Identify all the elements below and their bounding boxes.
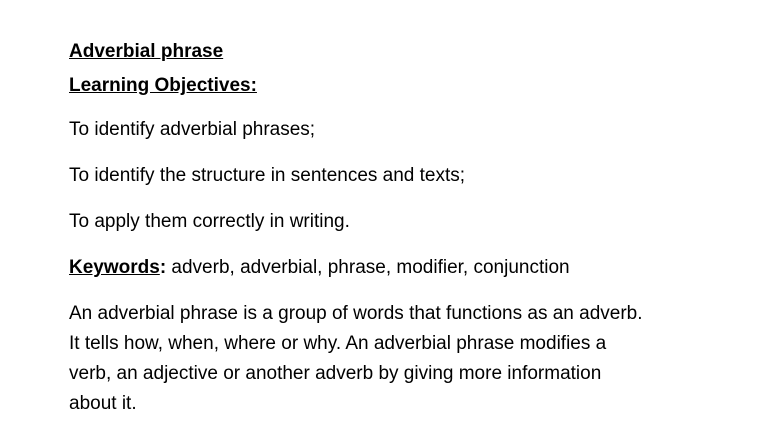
definition-line: verb, an adjective or another adverb by giving more information bbox=[69, 363, 602, 384]
document-content bbox=[69, 38, 759, 419]
keywords-colon: : bbox=[159, 257, 167, 278]
keywords-line bbox=[69, 253, 759, 283]
objective-item: To identify the structure in sentences and texts; bbox=[69, 165, 466, 186]
definition-line: about it. bbox=[69, 393, 137, 414]
objective-item: To identify adverbial phrases; bbox=[69, 119, 316, 140]
objective-item: To apply them correctly in writing. bbox=[69, 211, 350, 232]
definition-line: It tells how, when, where or why. An adverbial phrase modifies a bbox=[69, 333, 607, 354]
keywords-list: adverb, adverbial, phrase, modifier, conjunction bbox=[166, 257, 570, 278]
learning-objectives-heading: Learning Objectives: bbox=[69, 75, 257, 96]
definition-paragraph bbox=[69, 299, 734, 419]
keywords-label: Keywords bbox=[69, 257, 160, 278]
page-title: Adverbial phrase bbox=[69, 41, 224, 62]
definition-line: An adverbial phrase is a group of words that functions as an adverb. bbox=[69, 303, 643, 324]
